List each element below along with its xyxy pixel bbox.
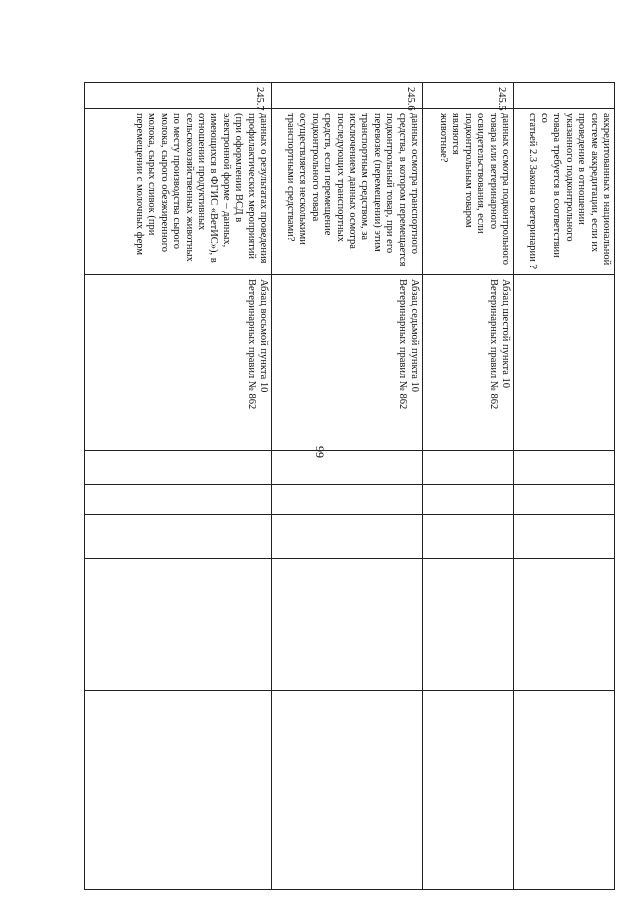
reference-cell: Абзац восьмой пункта 10 Ветеринарных правил № 862 xyxy=(85,275,272,451)
row-number: 245.5 xyxy=(423,83,514,109)
answer-cell xyxy=(514,485,615,515)
question-cell: аккредитованных в национальной системе аккредитации, если их проведение в отношении указанного подконтрольного товара требуется в соответствии со статьей 2.3 Закона о ветеринарии ? xyxy=(514,109,615,275)
table-row xyxy=(272,83,423,890)
answer-cell xyxy=(272,485,423,515)
note-cell xyxy=(423,559,514,691)
comment-cell xyxy=(85,691,272,890)
row-number xyxy=(514,83,615,109)
answer-cell xyxy=(272,451,423,485)
reference-cell xyxy=(514,275,615,451)
row-number: 245.7 xyxy=(85,83,272,109)
question-cell: данных осмотра подконтрольного товара или ветеринарного освидетельствования, если подконтрольным товаром являются животные? xyxy=(423,109,514,275)
answer-cell xyxy=(85,485,272,515)
page-number: 99 xyxy=(313,446,327,458)
checklist-table xyxy=(84,82,615,890)
note-cell xyxy=(272,559,423,691)
table-row xyxy=(423,83,514,890)
landscape-page xyxy=(88,82,615,889)
question-cell: данных о результатах проведения профилактических мероприятий (при оформлении ВСД в электронной форме – данных, имеющихся в ФГИС «ВетИС»), в отношении продуктивных сельскохозяйственных животных по месту производства сырого молока, сырого обезжиренного молока, сырых сливок (при перемещении с молочных ферм xyxy=(85,109,272,275)
reference-cell: Абзац шестой пункта 10 Ветеринарных правил № 862 xyxy=(423,275,514,451)
answer-cell xyxy=(423,485,514,515)
comment-cell xyxy=(423,691,514,890)
question-cell: данных осмотра транспортного средства, в котором перемещается подконтрольный товар, при его перевозке (перемещении) этим транспортным средством, за исключением данных осмотра последующих транспортных средств, если перемещение подконтрольного товара осуществляется несколькими транспортными средствами? xyxy=(272,109,423,275)
answer-cell xyxy=(85,515,272,559)
note-cell xyxy=(85,559,272,691)
rotated-table-wrapper xyxy=(88,82,615,889)
answer-cell xyxy=(514,515,615,559)
answer-cell xyxy=(423,515,514,559)
note-cell xyxy=(514,559,615,691)
answer-cell xyxy=(423,451,514,485)
table-row xyxy=(85,83,272,890)
reference-cell: Абзац седьмой пункта 10 Ветеринарных правил № 862 xyxy=(272,275,423,451)
answer-cell xyxy=(85,451,272,485)
answer-cell xyxy=(272,515,423,559)
comment-cell xyxy=(514,691,615,890)
row-number: 245.6 xyxy=(272,83,423,109)
answer-cell xyxy=(514,451,615,485)
comment-cell xyxy=(272,691,423,890)
table-row xyxy=(514,83,615,890)
